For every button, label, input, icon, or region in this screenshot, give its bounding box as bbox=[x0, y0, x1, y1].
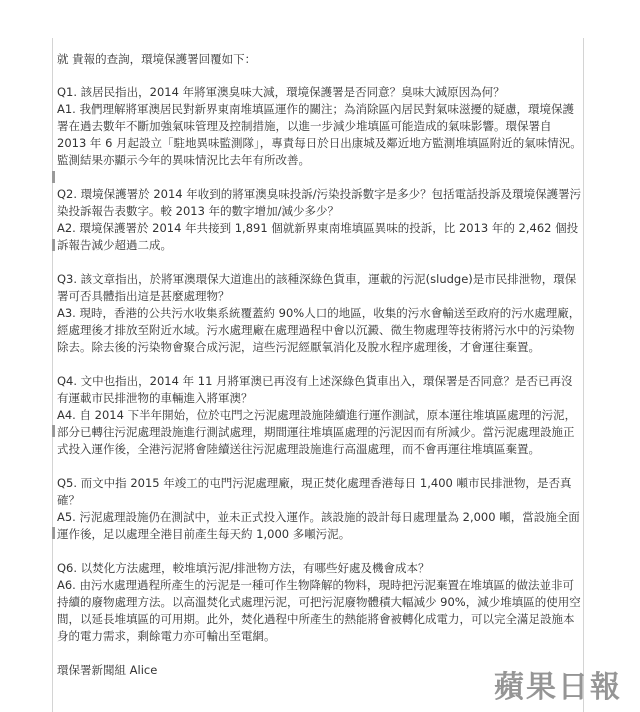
paragraph-marker bbox=[52, 239, 55, 251]
answer-text: A4. 自 2014 下半年開始，位於屯門之污泥處理設施陸續進行運作測試，原本運往堆填區處理的污泥，部分已轉往污泥處理設施進行測試處理，期間運往堆填區處理的污泥因而有所減少。當污泥處理設施正式投入運作後，全港污泥將會陸續送往污泥處理設施進行高溫處理，而不會再運往堆填區棄置。 bbox=[57, 408, 577, 456]
qa-block-4 bbox=[57, 373, 582, 458]
paragraph-marker bbox=[52, 527, 55, 539]
paragraph-marker bbox=[52, 171, 55, 183]
question-text: Q4. 文中也指出，2014 年 11 月將軍澳已再沒有上述深綠色貨車出入，環保署是否同意？是否已再沒有運載市民排泄物的車輛進入將軍澳？ bbox=[57, 374, 573, 405]
document-body bbox=[57, 51, 582, 679]
intro-text: 就 貴報的查詢，環境保護署回覆如下： bbox=[57, 52, 257, 66]
answer-text: A5. 污泥處理設施仍在測試中，並未正式投入運作。該設施的設計每日處理量為 2,000 噸，當設施全面運作後，足以處理全港目前產生每天約 1,000 多噸污泥。 bbox=[57, 510, 580, 541]
qa-block-5 bbox=[57, 475, 582, 543]
answer-text: A2. 環境保護署於 2014 年共接到 1,891 個就新界東南堆填區異味的投訴，比 2013 年的 2,462 個投訴報告減少超過二成。 bbox=[57, 221, 579, 252]
question-text: Q1. 該居民指出，2014 年將軍澳臭味大減，環境保護署是否同意？臭味大減原因為何？ bbox=[57, 85, 505, 99]
answer-text: A1. 我們理解將軍澳居民對新界東南堆填區運作的關注；為消除區內居民對氣味滋擾的疑慮，環境保護署在過去數年不斷加強氣味管理及控制措施，以進一步減少堆填區可能造成的氣味影響。環保署自 2013 年 6 月起設立「駐地異味監測隊」，專責每日於日出康城及鄰近地方監測堆填區附近的氣味情況。監測結果亦顯示今年的異味情況比去年有所改善。 bbox=[57, 102, 582, 167]
signoff-text: 環保署新聞組 Alice bbox=[57, 663, 158, 677]
qa-block-3 bbox=[57, 271, 582, 356]
question-text: Q5. 而文中指 2015 年竣工的屯門污泥處理廠，現正焚化處理香港每日 1,400 噸市民排泄物，是否真確？ bbox=[57, 476, 572, 507]
question-text: Q2. 環境保護署於 2014 年收到的將軍澳臭味投訴/污染投訴數字是多少？包括電話投訴及環境保護署污染投訴報告表數字。較 2013 年的數字增加/減少多少？ bbox=[57, 187, 582, 218]
answer-text: A3. 現時，香港的公共污水收集系統覆蓋約 90%人口的地區，收集的污水會輸送至政府的污水處理廠，經處理後才排放至附近水域。污水處理廠在處理過程中會以沉澱、微生物處理等技術將污水中的污染物除去。除去後的污染物會聚合成污泥，這些污泥經厭氧消化及脫水程序處理後，才會運往棄置。 bbox=[57, 306, 581, 354]
qa-block-2 bbox=[57, 186, 582, 254]
apple-daily-logo: 蘋果日報 bbox=[494, 670, 622, 705]
qa-block-1 bbox=[57, 84, 582, 169]
question-text: Q6. 以焚化方法處理，較堆填污泥/排泄物方法，有哪些好處及機會成本？ bbox=[57, 561, 430, 575]
paragraph-marker bbox=[52, 425, 55, 437]
qa-block-6 bbox=[57, 560, 582, 645]
answer-text: A6. 由污水處理過程所產生的污泥是一種可作生物降解的物料，現時把污泥棄置在堆填區的做法並非可持續的廢物處理方法。以高溫焚化式處理污泥，可把污泥廢物體積大幅減少 90%，減少堆填區的使用空間，以延長堆填區的可用期。此外，焚化過程中所產生的熱能將會被轉化成電力，可以完全滿足設施本身的電力需求，剩餘電力亦可輸出至電網。 bbox=[57, 578, 581, 643]
question-text: Q3. 該文章指出，於將軍澳環保大道進出的該種深綠色貨車，運載的污泥(sludge)是市民排泄物，環保署可否具體指出這是甚麼處理物？ bbox=[57, 272, 577, 303]
